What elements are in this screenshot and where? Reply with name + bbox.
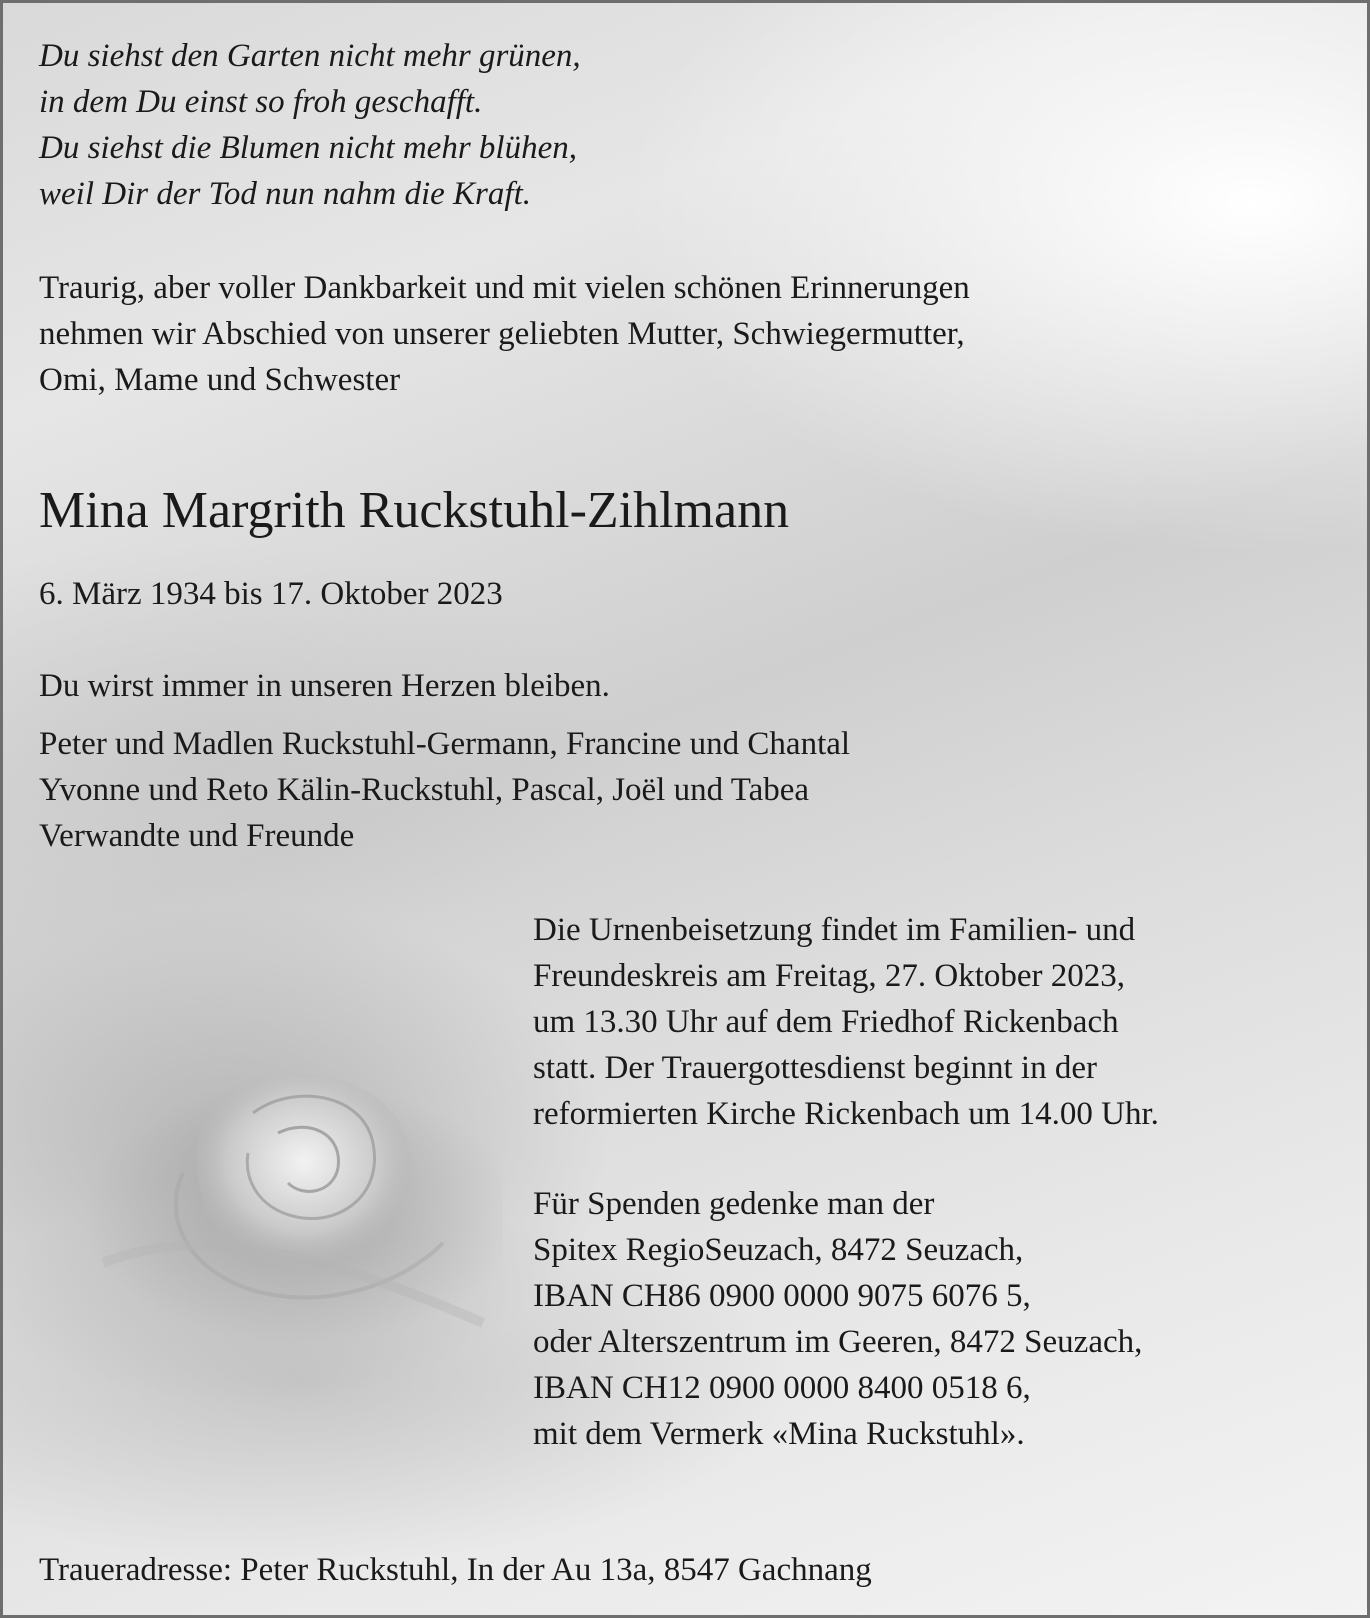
poem-line: weil Dir der Tod nun nahm die Kraft. bbox=[39, 176, 531, 212]
mourners-list bbox=[39, 721, 850, 859]
service-line: Die Urnenbeisetzung findet im Familien- und bbox=[533, 912, 1136, 948]
intro-text bbox=[39, 265, 970, 403]
mourner-line: Verwandte und Freunde bbox=[39, 818, 355, 854]
intro-line: Omi, Mame und Schwester bbox=[39, 362, 401, 398]
life-dates: 6. März 1934 bis 17. Oktober 2023 bbox=[39, 576, 503, 612]
poem-line: Du siehst die Blumen nicht mehr blühen, bbox=[39, 130, 577, 166]
poem bbox=[39, 33, 581, 217]
donation-line: Für Spenden gedenke man der bbox=[533, 1186, 935, 1222]
mourner-line: Peter und Madlen Ruckstuhl-Germann, Francine und Chantal bbox=[39, 726, 851, 762]
service-line: Freundeskreis am Freitag, 27. Oktober 2023, bbox=[533, 958, 1126, 994]
rose-image bbox=[63, 1023, 503, 1343]
donation-line: IBAN CH86 0900 0000 9075 6076 5, bbox=[533, 1278, 1031, 1314]
donation-line: IBAN CH12 0900 0000 8400 0518 6, bbox=[533, 1370, 1031, 1406]
intro-line: Traurig, aber voller Dankbarkeit und mit vielen schönen Erinnerungen bbox=[39, 270, 970, 306]
poem-line: Du siehst den Garten nicht mehr grünen, bbox=[39, 38, 581, 74]
service-info bbox=[533, 907, 1159, 1137]
donation-info bbox=[533, 1181, 1142, 1457]
farewell-text: Du wirst immer in unseren Herzen bleiben. bbox=[39, 668, 610, 704]
donation-line: oder Alterszentrum im Geeren, 8472 Seuzach, bbox=[533, 1324, 1143, 1360]
intro-line: nehmen wir Abschied von unserer geliebten Mutter, Schwiegermutter, bbox=[39, 316, 965, 352]
service-line: um 13.30 Uhr auf dem Friedhof Rickenbach bbox=[533, 1004, 1119, 1040]
deceased-name: Mina Margrith Ruckstuhl-Zihlmann bbox=[39, 482, 790, 539]
service-line: reformierten Kirche Rickenbach um 14.00 Uhr. bbox=[533, 1096, 1159, 1132]
service-line: statt. Der Trauergottesdienst beginnt in der bbox=[533, 1050, 1097, 1086]
poem-line: in dem Du einst so froh geschafft. bbox=[39, 84, 483, 120]
donation-line: Spitex RegioSeuzach, 8472 Seuzach, bbox=[533, 1232, 1024, 1268]
donation-line: mit dem Vermerk «Mina Ruckstuhl». bbox=[533, 1416, 1025, 1452]
mourner-line: Yvonne und Reto Kälin-Ruckstuhl, Pascal, Joël und Tabea bbox=[39, 772, 810, 808]
mourning-address: Traueradresse: Peter Ruckstuhl, In der Au 13a, 8547 Gachnang bbox=[39, 1552, 872, 1588]
